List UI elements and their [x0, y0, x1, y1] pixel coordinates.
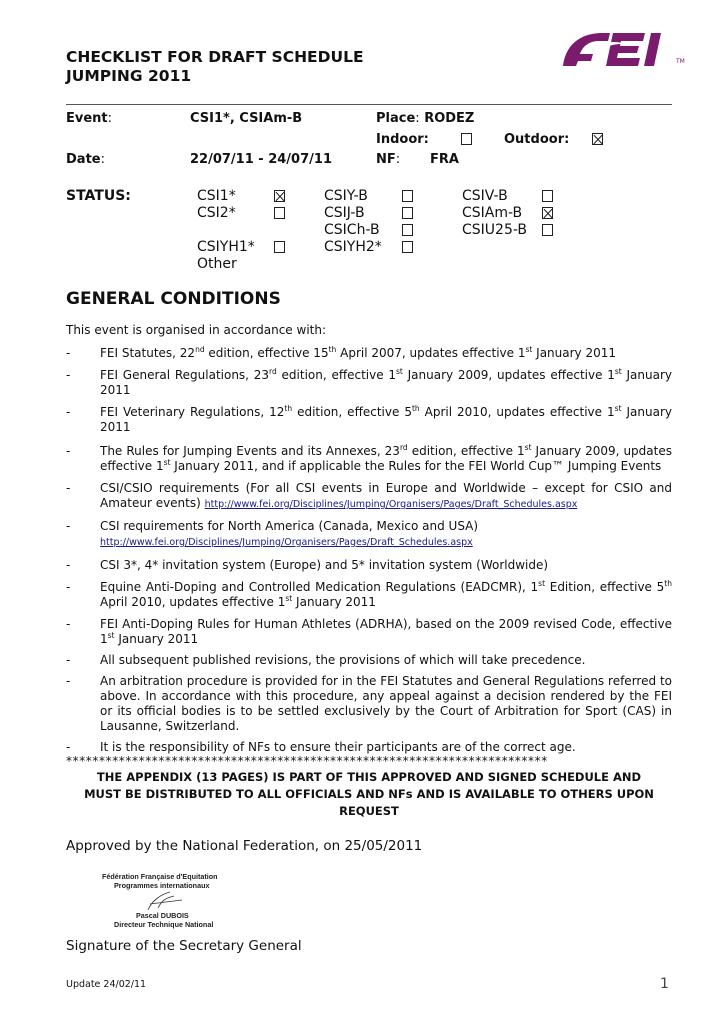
status-item-csich-b: CSICh-B [324, 222, 380, 238]
status-item-csiam-b: CSIAm-B [462, 205, 523, 221]
indoor-label: Indoor: [376, 132, 429, 147]
status-item-csiv-b: CSIV-B [462, 188, 508, 204]
place-value: RODEZ [424, 111, 475, 126]
stamp-line-1: Fédération Française d'Equitation [102, 872, 218, 881]
status-item-csiyh2: CSIYH2* [324, 239, 382, 255]
status-checkbox-csich-b[interactable] [402, 224, 413, 236]
outdoor-checkbox[interactable] [592, 133, 603, 145]
status-checkbox-csiv-b[interactable] [542, 190, 553, 202]
status-checkbox-csiyh2[interactable] [402, 241, 413, 253]
outdoor-label: Outdoor: [504, 132, 570, 147]
separator-stars: ************************************************************************* [66, 754, 548, 768]
appendix-line-1: THE APPENDIX (13 PAGES) IS PART OF THIS APPROVED AND SIGNED SCHEDULE AND [96, 770, 642, 784]
status-checkbox-csij-b[interactable] [402, 207, 413, 219]
status-checkbox-csiam-b[interactable] [542, 207, 553, 219]
status-item-csiyh1: CSIYH1* [197, 239, 255, 255]
header-divider [66, 104, 672, 105]
stamp-line-3: Pascal DUBOIS [136, 911, 189, 920]
nf-label: NF: [376, 152, 401, 167]
event-value: CSI1*, CSIAm-B [190, 111, 303, 126]
appendix-notice [66, 769, 672, 820]
page-title [66, 48, 364, 86]
title-line-2: JUMPING 2011 [66, 67, 192, 85]
title-line-1: CHECKLIST FOR DRAFT SCHEDULE [66, 48, 364, 66]
status-item-csij-b: CSIJ-B [324, 205, 365, 221]
status-item-csiu25-b: CSIU25-B [462, 222, 528, 238]
approval-text: Approved by the National Federation, on 25/05/2011 [66, 838, 423, 854]
indoor-checkbox[interactable] [461, 133, 472, 145]
status-checkbox-csi1[interactable] [274, 190, 285, 202]
signature-label: Signature of the Secretary General [66, 938, 302, 954]
status-item-csi2: CSI2* [197, 205, 236, 221]
date-label: Date: [66, 152, 105, 167]
trademark-mark: TM [676, 58, 685, 65]
place-label: Place: RODEZ [376, 111, 475, 126]
status-item-csi1: CSI1* [197, 188, 236, 204]
signature-stamp [100, 870, 230, 930]
general-conditions-heading: GENERAL CONDITIONS [66, 289, 281, 309]
stamp-line-4: Directeur Technique National [114, 920, 214, 929]
appendix-line-2: MUST BE DISTRIBUTED TO ALL OFFICIALS AND NFs AND IS AVAILABLE TO OTHERS UPON [84, 787, 654, 801]
stamp-line-2: Programmes internationaux [114, 881, 210, 890]
status-item-other: Other [197, 256, 237, 272]
nf-value: FRA [430, 152, 459, 167]
status-label: STATUS: [66, 188, 131, 204]
page-number: 1 [660, 976, 669, 992]
footer-update: Update 24/02/11 [66, 979, 147, 990]
date-value: 22/07/11 - 24/07/11 [190, 152, 332, 167]
appendix-line-3: REQUEST [339, 804, 399, 818]
status-checkbox-csiu25-b[interactable] [542, 224, 553, 236]
status-checkbox-csi2[interactable] [274, 207, 285, 219]
status-item-csiy-b: CSIY-B [324, 188, 368, 204]
status-checkbox-csiy-b[interactable] [402, 190, 413, 202]
general-intro: This event is organised in accordance with: [66, 323, 327, 337]
status-checkbox-csiyh1[interactable] [274, 241, 285, 253]
fei-logo [555, 26, 690, 76]
event-label: Event: [66, 111, 113, 126]
